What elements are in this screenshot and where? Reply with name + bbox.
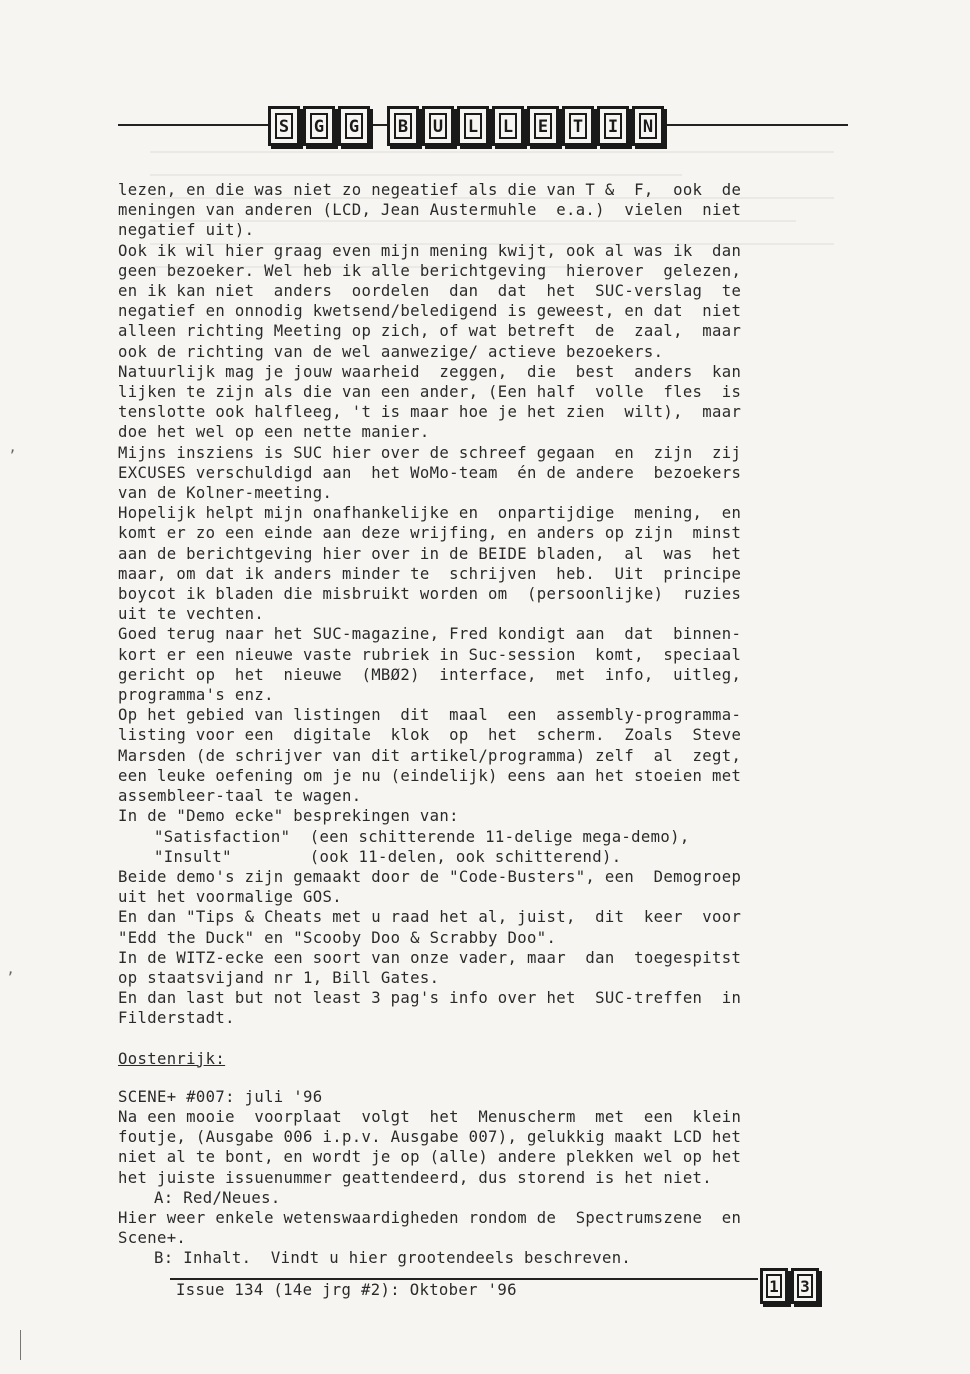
masthead-tile (527, 106, 559, 146)
text-line: een leuke oefening om je nu (eindelijk) eens aan het stoeien met (118, 766, 742, 785)
text-line: SCENE+ #007: juli '96 (118, 1087, 323, 1106)
text-line: EXCUSES verschuldigd aan het WoMo-team én de andere bezoekers (118, 463, 742, 482)
section-heading: Oostenrijk: (118, 1049, 226, 1068)
article-body (118, 180, 858, 1269)
masthead-letter: U (429, 113, 447, 139)
text-line: En dan last but not least 3 pag's info over het SUC-treffen in (118, 989, 742, 1008)
text-line: "Insult" (ook 11-delen, ook schitterend). (154, 847, 622, 866)
masthead-letter: S (275, 113, 293, 139)
page-number-letter: 3 (797, 1274, 813, 1298)
text-line: komt er zo een einde aan deze wrijfing, en anders op zijn minst (118, 524, 742, 543)
masthead-letter: I (604, 113, 622, 139)
page-number (760, 1268, 822, 1304)
text-line: "Satisfaction" (een schitterende 11-delige mega-demo), (154, 827, 690, 846)
text-line: doe het wel op een nette manier. (118, 423, 430, 442)
page-number-tile (760, 1268, 788, 1304)
masthead-letter: B (394, 113, 412, 139)
text-line: lijken te zijn als die van een ander, (Een half volle fles is (118, 383, 742, 402)
text-line: Ook ik wil hier graag even mijn mening kwijt, ook al was ik dan (118, 241, 742, 260)
masthead-tile (632, 106, 664, 146)
text-line: aan de berichtgeving hier over in de BEIDE bladen, al was het (118, 544, 742, 563)
text-line: Filderstadt. (118, 1009, 235, 1028)
text-line: negatief en onnodig kwetsend/beledigend is geweest, en dat niet (118, 302, 742, 321)
text-line: lezen, en die was niet zo negeatief als die van T & F, ook de (118, 181, 742, 199)
text-line: tenslotte ook halfleeg, 't is maar hoe je het zien wilt), maar (118, 403, 742, 422)
text-line: Beide demo's zijn gemaakt door de "Code-Busters", een Demogroep (118, 867, 742, 886)
text-line: alleen richting Meeting op zich, of wat betreft de zaal, maar (118, 322, 742, 341)
scan-mark (20, 1330, 21, 1360)
text-line: Marsden (de schrijver van dit artikel/programma) zelf al zegt, (118, 746, 742, 765)
text-line: Mijns insziens is SUC hier over de schreef gegaan en zijn zij (118, 443, 742, 462)
text-line: Op het gebied van listingen dit maal een assembly-programma- (118, 706, 742, 725)
masthead-letter: L (464, 113, 482, 139)
text-line: En dan "Tips & Cheats met u raad het al, juist, dit keer voor (118, 908, 742, 927)
text-line: ook de richting van de wel aanwezige/ actieve bezoekers. (118, 342, 664, 361)
text-line: op staatsvijand nr 1, Bill Gates. (118, 968, 440, 987)
scan-mark: ʼ (6, 970, 15, 986)
text-line: assembleer-taal te wagen. (118, 787, 362, 806)
masthead-tile (303, 106, 335, 146)
text-line: maar, om dat ik anders minder te schrijven heb. Uit principe (118, 564, 742, 583)
masthead-tile (562, 106, 594, 146)
text-line: boycot ik bladen die misbruikt worden om (persoonlijke) ruzies (118, 585, 742, 604)
text-line: programma's enz. (118, 686, 274, 705)
scan-mark: ʼ (8, 448, 17, 464)
masthead-letter: G (345, 113, 363, 139)
masthead-letter: N (639, 113, 657, 139)
text-line: negatief uit). (118, 221, 255, 240)
text-line: geen bezoeker. Wel heb ik alle berichtgeving hierover gelezen, (118, 261, 742, 280)
masthead-tile (422, 106, 454, 146)
item-b: B: Inhalt. Vindt u hier grootendeels beschreven. (154, 1249, 632, 1268)
text-line: niet al te bont, en wordt je op (alle) andere plekken wel op het (118, 1148, 742, 1167)
masthead-tile (597, 106, 629, 146)
masthead-logo (268, 106, 681, 146)
text-line: Hier weer enkele wetenswaardigheden rondom de Spectrumszene en (118, 1208, 742, 1227)
issue-footer: Issue 134 (14e jrg #2): Oktober '96 (176, 1281, 517, 1299)
page-number-letter: 1 (766, 1274, 782, 1298)
text-line: kort er een nieuwe vaste rubriek in Suc-session komt, speciaal (118, 645, 742, 664)
text-line: Na een mooie voorplaat volgt het Menuscherm met een klein (118, 1107, 742, 1126)
masthead-tile (387, 106, 419, 146)
masthead-tile (268, 106, 300, 146)
masthead-word-bulletin (387, 106, 667, 146)
text-line: uit te vechten. (118, 605, 265, 624)
text-line: van de Kolner-meeting. (118, 484, 333, 503)
page-number-tile (791, 1268, 819, 1304)
text-line: Natuurlijk mag je jouw waarheid zeggen, die best anders kan (118, 362, 742, 381)
item-a: A: Red/Neues. (154, 1188, 281, 1207)
masthead-letter: E (534, 113, 552, 139)
text-line: Scene+. (118, 1229, 187, 1248)
text-line: het juiste issuenummer geattendeerd, dus storend is het niet. (118, 1168, 713, 1187)
masthead-tile (338, 106, 370, 146)
masthead-tile (457, 106, 489, 146)
text-line: uit het voormalige GOS. (118, 888, 342, 907)
masthead-letter: G (310, 113, 328, 139)
text-line: Goed terug naar het SUC-magazine, Fred kondigt aan dat binnen- (118, 625, 742, 644)
text-line: "Edd the Duck" en "Scooby Doo & Scrabby Doo". (118, 928, 557, 947)
masthead-letter: L (499, 113, 517, 139)
text-line: foutje, (Ausgabe 006 i.p.v. Ausgabe 007), gelukkig maakt LCD het (118, 1128, 742, 1147)
text-line: listing voor een digitale klok op het scherm. Zoals Steve (118, 726, 742, 745)
text-line: In de "Demo ecke" besprekingen van: (118, 807, 459, 826)
masthead-word-sgg (268, 106, 373, 146)
text-line: Hopelijk helpt mijn onafhankelijke en onpartijdige mening, en (118, 504, 742, 523)
text-line: en ik kan niet anders oordelen dan dat het SUC-verslag te (118, 282, 742, 301)
masthead-letter: T (569, 113, 587, 139)
text-line: In de WITZ-ecke een soort van onze vader, maar dan toegespitst (118, 948, 742, 967)
text-line: meningen van anderen (LCD, Jean Austermuhle e.a.) vielen niet (118, 201, 742, 220)
footer-rule (170, 1278, 758, 1280)
text-line: gericht op het nieuwe (MBØ2) interface, met info, uitleg, (118, 665, 742, 684)
masthead-tile (492, 106, 524, 146)
